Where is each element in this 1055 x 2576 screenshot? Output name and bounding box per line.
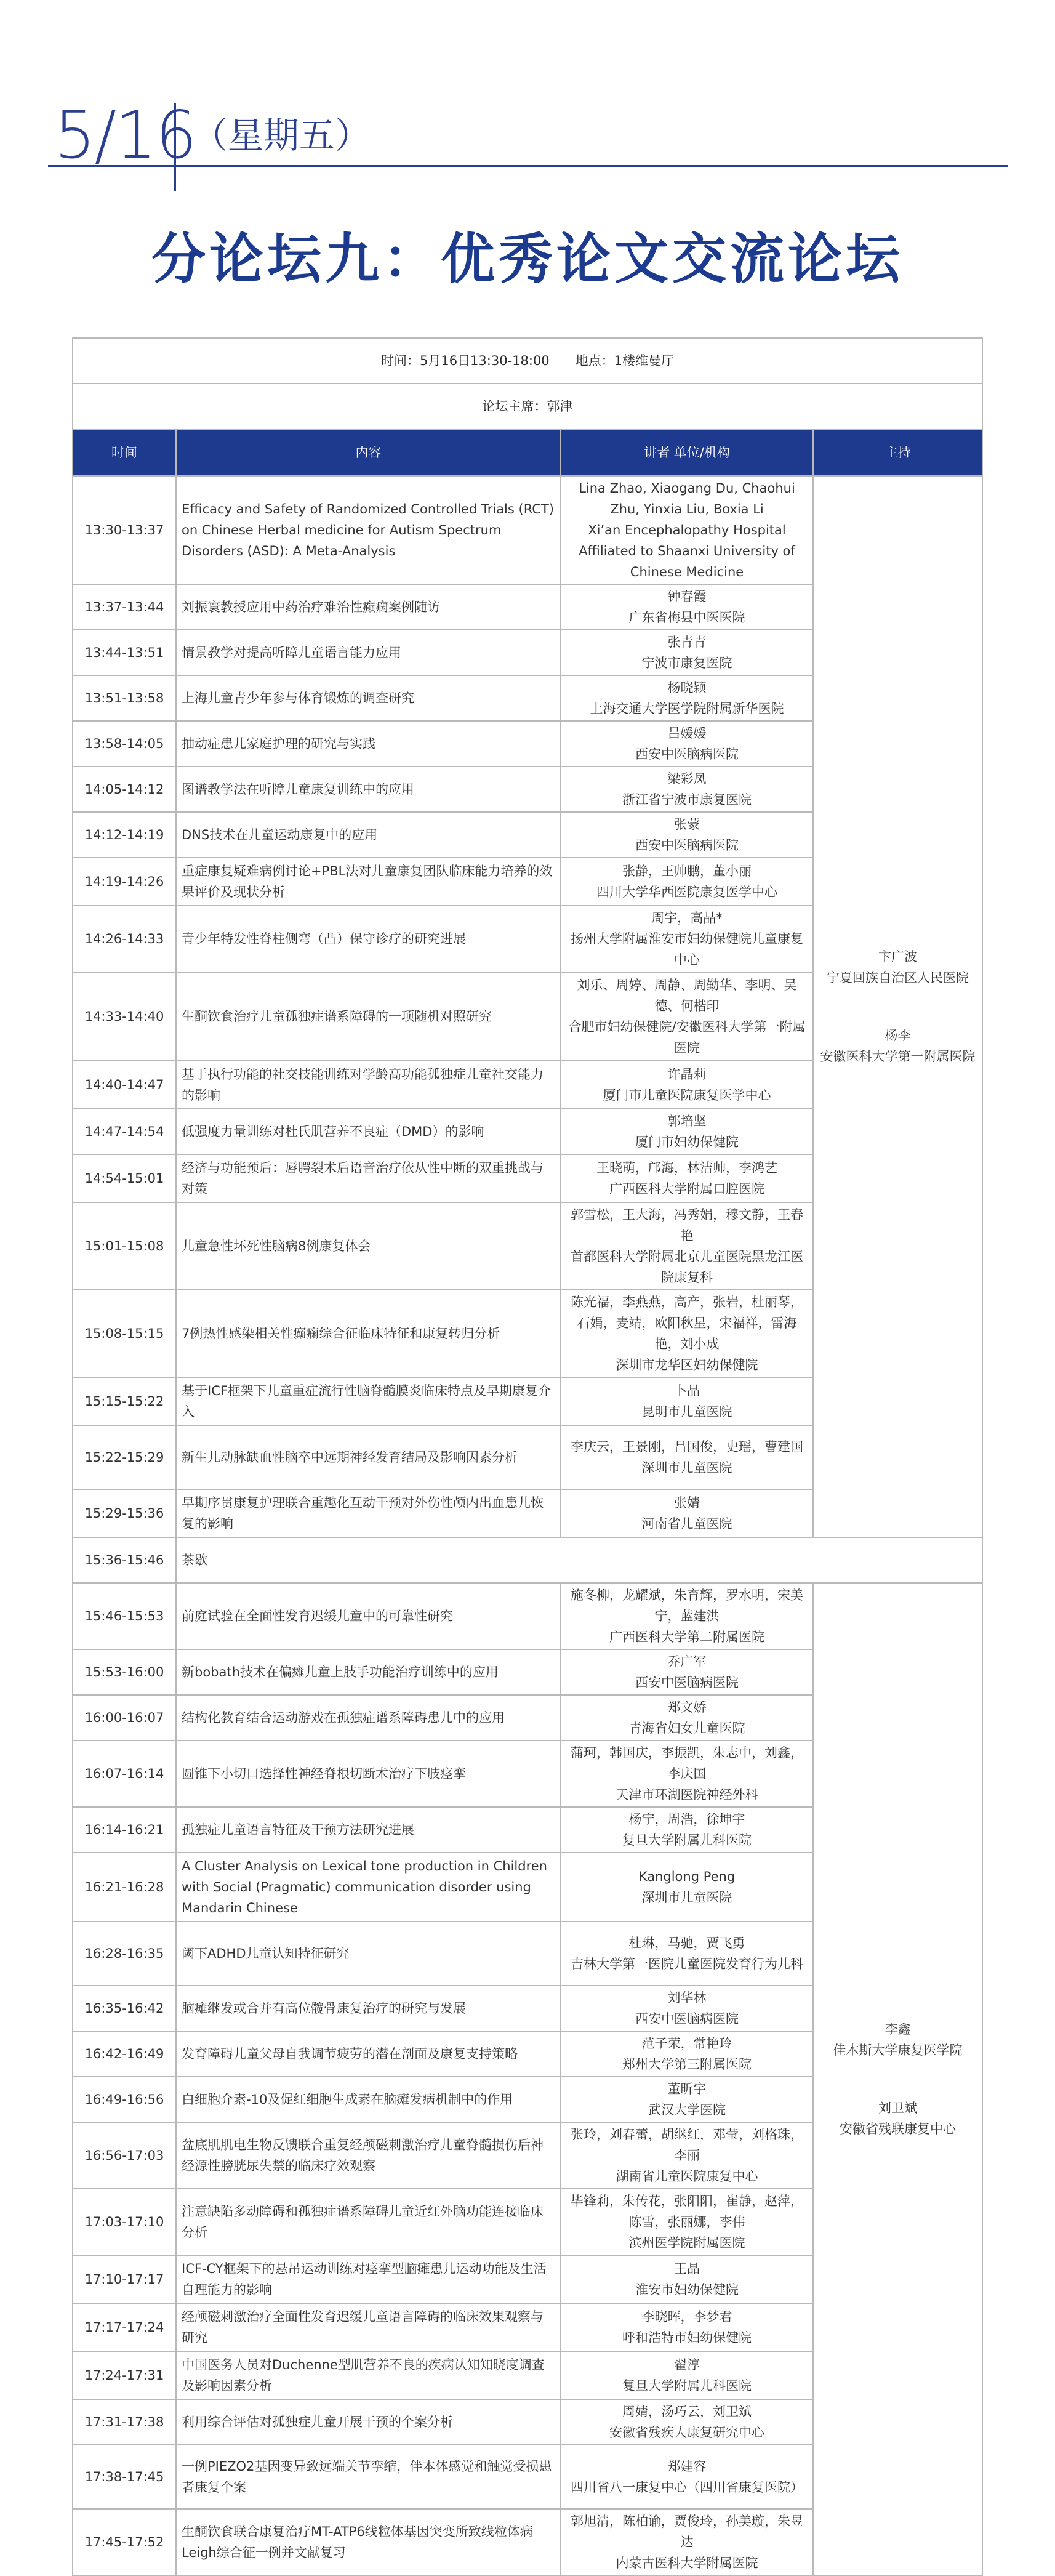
row-content: 刘振寰教授应用中药治疗难治性癫痫案例随访 <box>176 584 561 630</box>
row-content: 孤独症儿童语言特征及干预方法研究进展 <box>176 1807 561 1853</box>
row-time: 14:54-15:01 <box>73 1154 176 1202</box>
row-time: 16:21-16:28 <box>73 1853 176 1922</box>
row-time: 13:30-13:37 <box>73 476 176 584</box>
row-time: 14:47-14:54 <box>73 1109 176 1154</box>
row-content: 图谱教学法在听障儿童康复训练中的应用 <box>176 767 561 812</box>
row-speaker: 刘华林 西安中医脑病医院 <box>561 1986 813 2031</box>
row-content: 基于ICF框架下儿童重症流行性脑脊髓膜炎临床特点及早期康复介入 <box>176 1377 561 1425</box>
row-speaker: 卜晶 昆明市儿童医院 <box>561 1377 813 1425</box>
row-speaker: 周宇，高晶* 扬州大学附属淮安市妇幼保健院儿童康复中心 <box>561 906 813 972</box>
row-content: 中国医务人员对Duchenne型肌营养不良的疾病认知知晓度调查及影响因素分析 <box>176 2351 561 2399</box>
row-speaker: 张青青 宁波市康复医院 <box>561 630 813 675</box>
row-time: 15:08-15:15 <box>73 1290 176 1377</box>
row-speaker: 钟春霞 广东省梅县中医医院 <box>561 584 813 630</box>
row-time: 14:12-14:19 <box>73 812 176 858</box>
host-name: 刘卫斌 <box>878 2101 917 2115</box>
row-time: 16:00-16:07 <box>73 1695 176 1741</box>
row-speaker: 许晶莉 厦门市儿童医院康复医学中心 <box>561 1061 813 1109</box>
row-time: 13:51-13:58 <box>73 675 176 721</box>
row-speaker: 张蒙 西安中医脑病医院 <box>561 812 813 858</box>
row-content: 早期序贯康复护理联合重趣化互动干预对外伤性颅内出血患儿恢复的影响 <box>176 1489 561 1537</box>
row-speaker: 郭旭清，陈柏谕，贾俊玲，孙美璇，朱昱达 内蒙古医科大学附属医院 <box>561 2509 813 2575</box>
row-time: 17:31-17:38 <box>73 2399 176 2445</box>
row-time: 15:29-15:36 <box>73 1489 176 1537</box>
info-row-time-place <box>73 338 982 384</box>
row-content: 7例热性感染相关性癫痫综合征临床特征和康复转归分析 <box>176 1290 561 1377</box>
row-content: 阈下ADHD儿童认知特征研究 <box>176 1922 561 1986</box>
row-time: 16:42-16:49 <box>73 2031 176 2077</box>
row-time: 17:45-17:52 <box>73 2509 176 2575</box>
row-speaker: 张静，王帅鹏，董小丽 四川大学华西医院康复医学中心 <box>561 858 813 906</box>
row-speaker: 董昕宇 武汉大学医院 <box>561 2077 813 2122</box>
row-speaker: 蒲珂，韩国庆，李振凯，朱志中，刘鑫，李庆国 天津市环湖医院神经外科 <box>561 1741 813 1807</box>
row-speaker: 翟淳 复旦大学附属儿科医院 <box>561 2351 813 2399</box>
row-time: 13:58-14:05 <box>73 721 176 767</box>
row-time: 15:01-15:08 <box>73 1202 176 1290</box>
row-content: 一例PIEZO2基因变异致远端关节挛缩，伴本体感觉和触觉受损患者康复个案 <box>176 2445 561 2509</box>
row-content: 新bobath技术在偏瘫儿童上肢手功能治疗训练中的应用 <box>176 1649 561 1695</box>
row-content: 发育障碍儿童父母自我调节疲劳的潜在剖面及康复支持策略 <box>176 2031 561 2077</box>
row-time: 17:24-17:31 <box>73 2351 176 2399</box>
host-org: 安徽省残联康复中心 <box>840 2122 956 2136</box>
row-time: 14:40-14:47 <box>73 1061 176 1109</box>
row-speaker: 周婧，汤巧云，刘卫斌 安徽省残疾人康复研究中心 <box>561 2399 813 2445</box>
host-org: 宁夏回族自治区人民医院 <box>827 970 969 985</box>
time-place-text: 时间：5月16日13:30-18:00 地点：1楼维曼厅 <box>73 338 982 384</box>
row-speaker: 吕媛媛 西安中医脑病医院 <box>561 721 813 767</box>
col-content: 内容 <box>176 429 561 476</box>
row-content: Efficacy and Safety of Randomized Controlled Trials (RCT) on Chinese Herbal medicine for Autism Spectrum Disorders (ASD): A Meta-Analysis <box>176 476 561 584</box>
row-speaker: 乔广军 西安中医脑病医院 <box>561 1649 813 1695</box>
row-speaker: Kanglong Peng 深圳市儿童医院 <box>561 1853 813 1922</box>
row-time: 17:17-17:24 <box>73 2303 176 2351</box>
row-content: 茶歇 <box>176 1537 982 1583</box>
row-speaker: 张玲，刘春蕾，胡继红，邓莹，刘格珠，李丽 湖南省儿童医院康复中心 <box>561 2122 813 2189</box>
col-speaker: 讲者 单位/机构 <box>561 429 813 476</box>
row-speaker: 郑建容 四川省八一康复中心（四川省康复医院） <box>561 2445 813 2509</box>
row-content: 前庭试验在全面性发育迟缓儿童中的可靠性研究 <box>176 1583 561 1649</box>
host-org: 安徽医科大学第一附属医院 <box>820 1049 976 1064</box>
row-time: 14:26-14:33 <box>73 906 176 972</box>
host-org: 佳木斯大学康复医学院 <box>833 2043 963 2058</box>
row-time: 17:10-17:17 <box>73 2255 176 2303</box>
row-time: 16:28-16:35 <box>73 1922 176 1986</box>
row-speaker: 杜琳，马驰，贾飞勇 吉林大学第一医院儿童医院发育行为儿科 <box>561 1922 813 1986</box>
row-content: 情景教学对提高听障儿童语言能力应用 <box>176 630 561 675</box>
row-time: 13:44-13:51 <box>73 630 176 675</box>
host-name: 卞广波 <box>878 949 917 964</box>
row-content: 脑瘫继发或合并有高位髋骨康复治疗的研究与发展 <box>176 1986 561 2031</box>
row-content: 重症康复疑难病例讨论+PBL法对儿童康复团队临床能力培养的效果评价及现状分析 <box>176 858 561 906</box>
row-content: 经济与功能预后：唇腭裂术后语音治疗依从性中断的双重挑战与对策 <box>176 1154 561 1202</box>
table-row <box>73 1583 982 1649</box>
row-content: 圆锥下小切口选择性神经脊根切断术治疗下肢痉挛 <box>176 1741 561 1807</box>
row-speaker: Lina Zhao, Xiaogang Du, Chaohui Zhu, Yinxia Liu, Boxia Li Xi’an Encephalopathy Hospital Affiliated to Shaanxi University of Chinese Medicine <box>561 476 813 584</box>
chair-text: 论坛主席：郭津 <box>73 384 982 429</box>
row-time: 14:19-14:26 <box>73 858 176 906</box>
row-time: 16:49-16:56 <box>73 2077 176 2122</box>
row-time: 16:35-16:42 <box>73 1986 176 2031</box>
row-time: 15:46-15:53 <box>73 1583 176 1649</box>
info-row-chair <box>73 384 982 429</box>
host-name: 李鑫 <box>885 2022 911 2037</box>
row-content: A Cluster Analysis on Lexical tone production in Children with Social (Pragmatic) communication disorder using Mandarin Chinese <box>176 1853 561 1922</box>
row-content: 利用综合评估对孤独症儿童开展干预的个案分析 <box>176 2399 561 2445</box>
header-date: 5/16 <box>54 97 196 173</box>
row-speaker: 刘乐、周婷、周静、周勤华、李明、吴德、何楷印 合肥市妇幼保健院/安徽医科大学第一附属医院 <box>561 972 813 1061</box>
row-content: 上海儿童青少年参与体育锻炼的调查研究 <box>176 675 561 721</box>
row-content: 盆底肌肌电生物反馈联合重复经颅磁刺激治疗儿童脊髓损伤后神经源性膀胱尿失禁的临床疗效观察 <box>176 2122 561 2189</box>
row-content: ICF-CY框架下的悬吊运动训练对痉挛型脑瘫患儿运动功能及生活自理能力的影响 <box>176 2255 561 2303</box>
row-content: 生酮饮食治疗儿童孤独症谱系障碍的一项随机对照研究 <box>176 972 561 1061</box>
row-time: 16:14-16:21 <box>73 1807 176 1853</box>
row-content: DNS技术在儿童运动康复中的应用 <box>176 812 561 858</box>
row-speaker: 王晶 淮安市妇幼保健院 <box>561 2255 813 2303</box>
row-time: 14:33-14:40 <box>73 972 176 1061</box>
row-speaker: 张婧 河南省儿童医院 <box>561 1489 813 1537</box>
row-time: 17:03-17:10 <box>73 2189 176 2255</box>
host-cell-session-1 <box>813 476 982 1537</box>
row-time: 16:07-16:14 <box>73 1741 176 1807</box>
row-time: 15:15-15:22 <box>73 1377 176 1425</box>
row-speaker: 郑文娇 青海省妇女儿童医院 <box>561 1695 813 1741</box>
row-speaker: 陈光福，李燕燕，高产，张岩，杜丽琴，石娟，麦靖，欧阳秋星，宋福祥，雷海艳，刘小成 深圳市龙华区妇幼保健院 <box>561 1290 813 1377</box>
row-speaker: 杨宁，周浩，徐坤宇 复旦大学附属儿科医院 <box>561 1807 813 1853</box>
row-speaker: 杨晓颖 上海交通大学医学院附属新华医院 <box>561 675 813 721</box>
row-content: 低强度力量训练对杜氏肌营养不良症（DMD）的影响 <box>176 1109 561 1154</box>
row-content: 注意缺陷多动障碍和孤独症谱系障碍儿童近红外脑功能连接临床分析 <box>176 2189 561 2255</box>
row-time: 17:38-17:45 <box>73 2445 176 2509</box>
row-speaker: 施冬柳，龙耀斌，朱育辉，罗水明，宋美宁，蓝建洪 广西医科大学第二附属医院 <box>561 1583 813 1649</box>
page-title: 分论坛九：优秀论文交流论坛 <box>151 227 904 291</box>
host-name: 杨李 <box>885 1028 911 1043</box>
schedule-table <box>72 337 983 2576</box>
row-time: 15:22-15:29 <box>73 1425 176 1489</box>
table-row <box>73 1537 982 1583</box>
row-speaker: 毕锋莉，朱传花，张阳阳，崔静，赵萍，陈雪，张丽娜，李伟 滨州医学院附属医院 <box>561 2189 813 2255</box>
host-cell-session-2 <box>813 1583 982 2575</box>
row-content: 结构化教育结合运动游戏在孤独症谱系障碍患儿中的应用 <box>176 1695 561 1741</box>
row-speaker: 梁彩凤 浙江省宁波市康复医院 <box>561 767 813 812</box>
row-time: 13:37-13:44 <box>73 584 176 630</box>
row-content: 生酮饮食联合康复治疗MT-ATP6线粒体基因突变所致线粒体病Leigh综合征一例并文献复习 <box>176 2509 561 2575</box>
row-time: 15:53-16:00 <box>73 1649 176 1695</box>
row-speaker: 李庆云，王景刚，吕国俊，史瑶，曹建国 深圳市儿童医院 <box>561 1425 813 1489</box>
row-time: 15:36-15:46 <box>73 1537 176 1583</box>
col-host: 主持 <box>813 429 982 476</box>
row-speaker: 郭雪松，王大海，冯秀娟，穆文静，王春艳 首都医科大学附属北京儿童医院黑龙江医院康复科 <box>561 1202 813 1290</box>
row-speaker: 李晓晖，李梦君 呼和浩特市妇幼保健院 <box>561 2303 813 2351</box>
row-content: 白细胞介素-10及促红细胞生成素在脑瘫发病机制中的作用 <box>176 2077 561 2122</box>
table-header <box>73 429 982 476</box>
row-speaker: 王晓萌，邝海，林洁帅，李鸿艺 广西医科大学附属口腔医院 <box>561 1154 813 1202</box>
row-content: 青少年特发性脊柱侧弯（凸）保守诊疗的研究进展 <box>176 906 561 972</box>
row-speaker: 范子荣，常艳玲 郑州大学第三附属医院 <box>561 2031 813 2077</box>
header-weekday: （星期五） <box>192 115 371 156</box>
row-content: 儿童急性坏死性脑病8例康复体会 <box>176 1202 561 1290</box>
row-content: 新生儿动脉缺血性脑卒中远期神经发育结局及影响因素分析 <box>176 1425 561 1489</box>
row-content: 基于执行功能的社交技能训练对学龄高功能孤独症儿童社交能力的影响 <box>176 1061 561 1109</box>
row-speaker: 郭培坚 厦门市妇幼保健院 <box>561 1109 813 1154</box>
col-time: 时间 <box>73 429 176 476</box>
row-time: 14:05-14:12 <box>73 767 176 812</box>
row-time: 16:56-17:03 <box>73 2122 176 2189</box>
table-row <box>73 476 982 584</box>
row-content: 经颅磁刺激治疗全面性发育迟缓儿童语言障碍的临床效果观察与研究 <box>176 2303 561 2351</box>
row-content: 抽动症患儿家庭护理的研究与实践 <box>176 721 561 767</box>
